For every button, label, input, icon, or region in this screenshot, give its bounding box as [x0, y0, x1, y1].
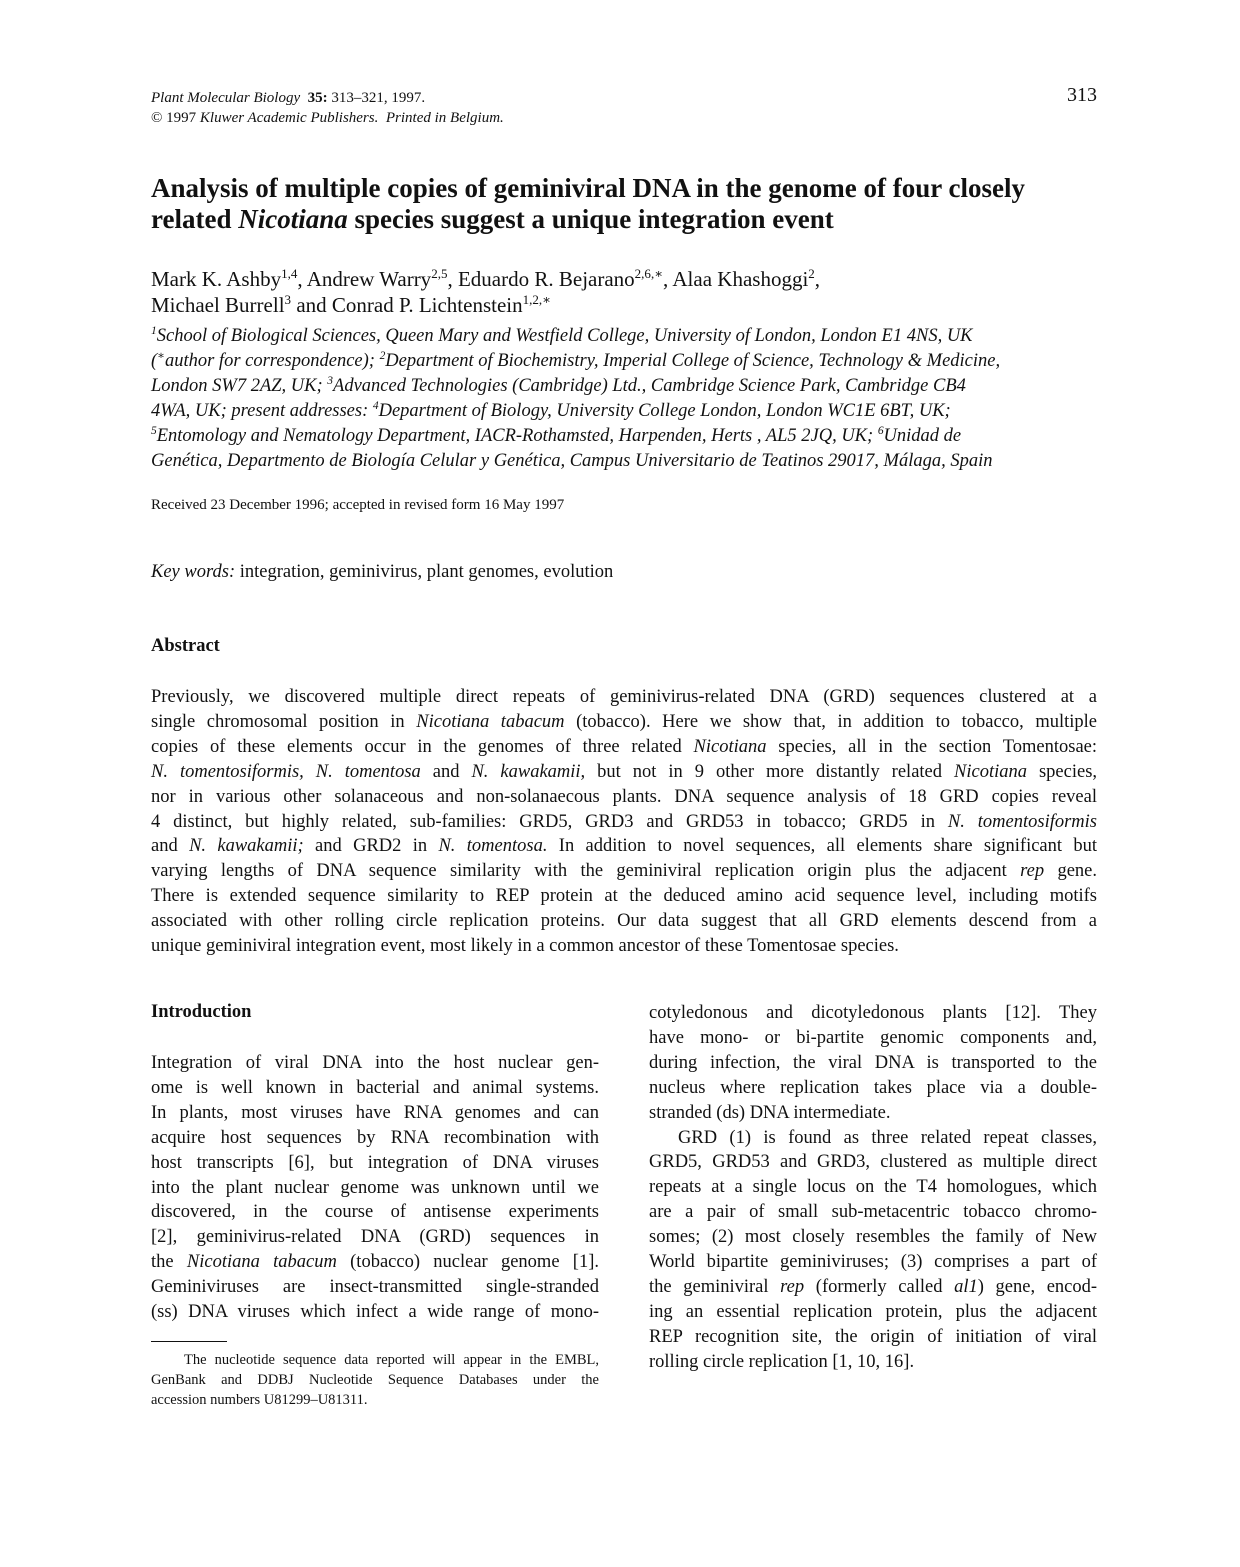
abstract-text: and [432, 761, 460, 782]
body-line: ome is well known in bacterial and animal systems. [151, 1077, 599, 1098]
affiliations [151, 324, 1101, 474]
body-line: (ss) DNA viruses which infect a wide range of mono- [151, 1302, 599, 1323]
body-line: Integration of viral DNA into the host nuclear gen- [151, 1053, 599, 1073]
body-line: rolling circle replication [1, 10, 16]. [649, 1351, 915, 1372]
abstract-line [151, 884, 1097, 909]
species-name: N. tomentosiformis, N. tomentosa [151, 761, 421, 782]
keywords [151, 562, 613, 583]
abstract-line [151, 859, 1097, 884]
abstract-heading: Abstract [151, 636, 220, 656]
body-text: (formerly called [815, 1276, 943, 1297]
journal-name: Plant Molecular Biology [151, 90, 301, 106]
body-line: GRD (1) is found as three related repeat classes, [678, 1127, 1097, 1148]
author-affiliation: 3 [284, 292, 292, 307]
body-text: the [151, 1252, 174, 1273]
abstract-text: (tobacco). Here we show that, in addition to tobacco, multiple [576, 711, 1098, 732]
body-line: into the plant nuclear genome was unknown until we [151, 1177, 599, 1198]
abstract-text: and [151, 836, 178, 857]
affiliation-marker: 2 [379, 349, 386, 362]
body-line: stranded (ds) DNA intermediate. [649, 1102, 891, 1123]
affiliation-marker: 1 [151, 324, 157, 337]
page-number: 313 [1067, 84, 1097, 106]
abstract-text: copies of these elements occur in the genomes of three related [151, 736, 682, 757]
title-genus: Nicotiana [238, 204, 348, 234]
abstract-line [151, 735, 1097, 760]
abstract-text: and GRD2 in [315, 836, 428, 857]
body-line: are a pair of small sub-metacentric tobacco chromo- [649, 1202, 1097, 1223]
gene-name: rep [780, 1276, 805, 1297]
introduction-right-column [649, 1001, 1097, 1375]
affiliation-text: ( [151, 351, 158, 371]
affiliation-text: 4WA, UK; present addresses: [151, 401, 369, 421]
corresponding-marker: ∗ [157, 349, 165, 362]
body-line: discovered, in the course of antisense experiments [151, 1202, 599, 1223]
body-line [151, 1250, 599, 1275]
footnote-line: The nucleotide sequence data reported will appear in the EMBL, [184, 1352, 599, 1368]
author-name: Andrew Warry [306, 267, 432, 291]
keywords-label: Key words: [151, 562, 236, 582]
species-name: N. tomentosiformis [947, 811, 1097, 832]
species-name: Nicotiana tabacum [186, 1252, 337, 1273]
abstract-text: varying lengths of DNA sequence similarity with the geminiviral replication origin plus the adjacent [151, 861, 1007, 882]
author-affiliation: 2,5 [431, 266, 448, 281]
author-affiliation: 1,4 [281, 266, 298, 281]
affiliation-line: Department of Biology, University College London, London WC1E 6BT, UK; [378, 401, 951, 421]
affiliation-line: Genética, Departmento de Biología Celular y Genética, Campus Universitario de Teatinos 29017, Málaga, Spain [151, 451, 993, 471]
body-text: the geminiviral [649, 1276, 769, 1297]
species-name: N. tomentosa. [438, 836, 548, 857]
affiliation-line: Advanced Technologies (Cambridge) Ltd., Cambridge Science Park, Cambridge CB4 [333, 376, 966, 396]
author-name: Conrad P. Lichtenstein [331, 293, 523, 317]
running-head [151, 88, 1097, 128]
received-dates: Received 23 December 1996; accepted in revised form 16 May 1997 [151, 497, 565, 513]
author-affiliation: 2,6,∗ [634, 266, 664, 281]
footnote [151, 1350, 599, 1410]
affiliation-marker: 3 [327, 374, 334, 387]
title-part-3: species suggest a unique integration event [354, 204, 834, 234]
body-line: host transcripts [6], but integration of DNA viruses [151, 1152, 599, 1173]
abstract-line [151, 760, 1097, 785]
affiliation-marker: 6 [877, 424, 884, 437]
body-line: GRD5, GRD53 and GRD3, clustered as multiple direct [649, 1152, 1097, 1173]
abstract-line [151, 934, 1097, 959]
body-line: cotyledonous and dicotyledonous plants [12]. They [649, 1003, 1097, 1023]
copyright-year: 1997 [166, 110, 197, 126]
body-line: Geminiviruses are insect-transmitted single-stranded [151, 1277, 599, 1298]
affiliation-line: Department of Biochemistry, Imperial College of Science, Technology & Medicine, [385, 351, 1001, 371]
abstract-text: Previously, we discovered multiple direct repeats of geminivirus-related DNA (GRD) sequences clustered at a [151, 687, 1097, 707]
abstract-text: In addition to novel sequences, all elements share significant but [558, 836, 1098, 857]
body-line: nucleus where replication takes place via a double- [649, 1077, 1097, 1098]
abstract-text: There is extended sequence similarity to REP protein at the deduced amino acid sequence level, including motifs [151, 886, 1097, 907]
author-and: and [296, 293, 327, 317]
author-name: Eduardo R. Bejarano [457, 267, 635, 291]
journal-citation [151, 88, 1097, 108]
body-line: In plants, most viruses have RNA genomes and can [151, 1102, 599, 1123]
author-name: Alaa Khashoggi [672, 267, 809, 291]
species-name: Nicotiana [954, 761, 1027, 782]
body-line: somes; (2) most closely resembles the family of New [649, 1227, 1097, 1248]
introduction-heading: Introduction [151, 1002, 252, 1022]
journal-pages-year: 313–321, 1997. [331, 90, 426, 106]
journal-volume: 35: [307, 90, 328, 106]
body-text: ) gene, encod- [977, 1276, 1098, 1297]
author-affiliation: 1,2,∗ [522, 292, 551, 307]
abstract-line [151, 834, 1097, 859]
abstract-text: 4 distinct, but highly related, sub-families: GRD5, GRD3 and GRD53 in tobacco; GRD5 in [151, 811, 935, 832]
copyright-icon: © [151, 110, 163, 126]
abstract-text: but not in 9 other more distantly related [597, 761, 943, 782]
abstract-line [151, 685, 1097, 710]
affiliation-text: Unidad de [883, 426, 962, 446]
footnote-line: accession numbers U81299–U81311. [151, 1392, 368, 1408]
body-line: [2], geminivirus-related DNA (GRD) sequences in [151, 1227, 599, 1248]
footnote-divider [151, 1341, 227, 1342]
abstract-line [151, 710, 1097, 735]
author-name: Mark K. Ashby [151, 267, 282, 291]
body-line: repeats at a single locus on the T4 homologues, which [649, 1177, 1097, 1198]
body-line: during infection, the viral DNA is transported to the [649, 1052, 1097, 1073]
publisher: Kluwer Academic Publishers. [199, 110, 379, 126]
abstract-line [151, 785, 1097, 810]
author-list: Mark K. Ashby$^{1,4}$, Andrew Warry$^{2,5}$, Eduardo R. Bejarano$^{2,6,∗}$, Alaa Khashoggi$^2$, Michael Burrell$^3$ and Conrad P. Lichtenstein$^{1,2,∗}$ [151, 266, 821, 317]
keywords-text: integration, geminivirus, plant genomes, evolution [239, 562, 614, 582]
gene-name: rep [1020, 861, 1045, 882]
abstract-text: species, all in the section Tomentosae: [778, 736, 1098, 757]
title-part-1: Analysis of multiple copies of geminiviral DNA in the genome of four closely related [151, 173, 1025, 234]
abstract-text: species, [1038, 761, 1098, 782]
abstract-body [151, 685, 1097, 959]
abstract-text: unique geminiviral integration event, most likely in a common ancestor of these Tomentosae species. [151, 936, 899, 957]
abstract-text: single chromosomal position in [151, 711, 405, 732]
body-line: World bipartite geminiviruses; (3) comprises a part of [649, 1252, 1097, 1273]
body-line: have mono- or bi-partite genomic components and, [649, 1027, 1097, 1048]
affiliation-marker: 5 [151, 424, 157, 437]
body-line: REP recognition site, the origin of initiation of viral [649, 1326, 1097, 1347]
affiliation-text: London SW7 2AZ, UK; [151, 376, 323, 396]
abstract-line [151, 810, 1097, 835]
affiliation-marker: 4 [372, 399, 379, 412]
body-text: (tobacco) nuclear genome [1]. [350, 1252, 600, 1273]
author-affiliation: 2 [808, 266, 815, 281]
introduction-left-column [151, 1051, 599, 1325]
paper-title [151, 173, 1101, 235]
gene-name: al1 [954, 1276, 978, 1297]
abstract-text: associated with other rolling circle replication proteins. Our data suggest that all GRD elements descend from a [151, 911, 1097, 932]
body-line: ing an essential replication protein, plus the adjacent [649, 1301, 1097, 1322]
abstract-text: nor in various other solanaceous and non-solanaecous plants. DNA sequence analysis of 18 GRD copies reveal [151, 786, 1097, 807]
body-line: acquire host sequences by RNA recombination with [151, 1127, 599, 1148]
species-name: N. kawakamii; [189, 836, 304, 857]
affiliation-line: School of Biological Sciences, Queen Mary and Westfield College, University of London, London E1 4NS, UK [156, 326, 973, 346]
affiliation-text: author for correspondence); [164, 351, 375, 371]
species-name: N. kawakamii, [471, 761, 586, 782]
species-name: Nicotiana [693, 736, 767, 757]
footnote-line: GenBank and DDBJ Nucleotide Sequence Databases under the [151, 1372, 599, 1388]
abstract-text: gene. [1057, 861, 1098, 882]
body-line [649, 1275, 1097, 1300]
printed-in: Printed in Belgium. [385, 110, 504, 126]
affiliation-line: Entomology and Nematology Department, IACR-Rothamsted, Harpenden, Herts , AL5 2JQ, UK; [156, 426, 874, 446]
copyright-line [151, 108, 1097, 128]
author-name: Michael Burrell [151, 293, 285, 317]
abstract-line [151, 909, 1097, 934]
species-name: Nicotiana tabacum [416, 711, 565, 732]
